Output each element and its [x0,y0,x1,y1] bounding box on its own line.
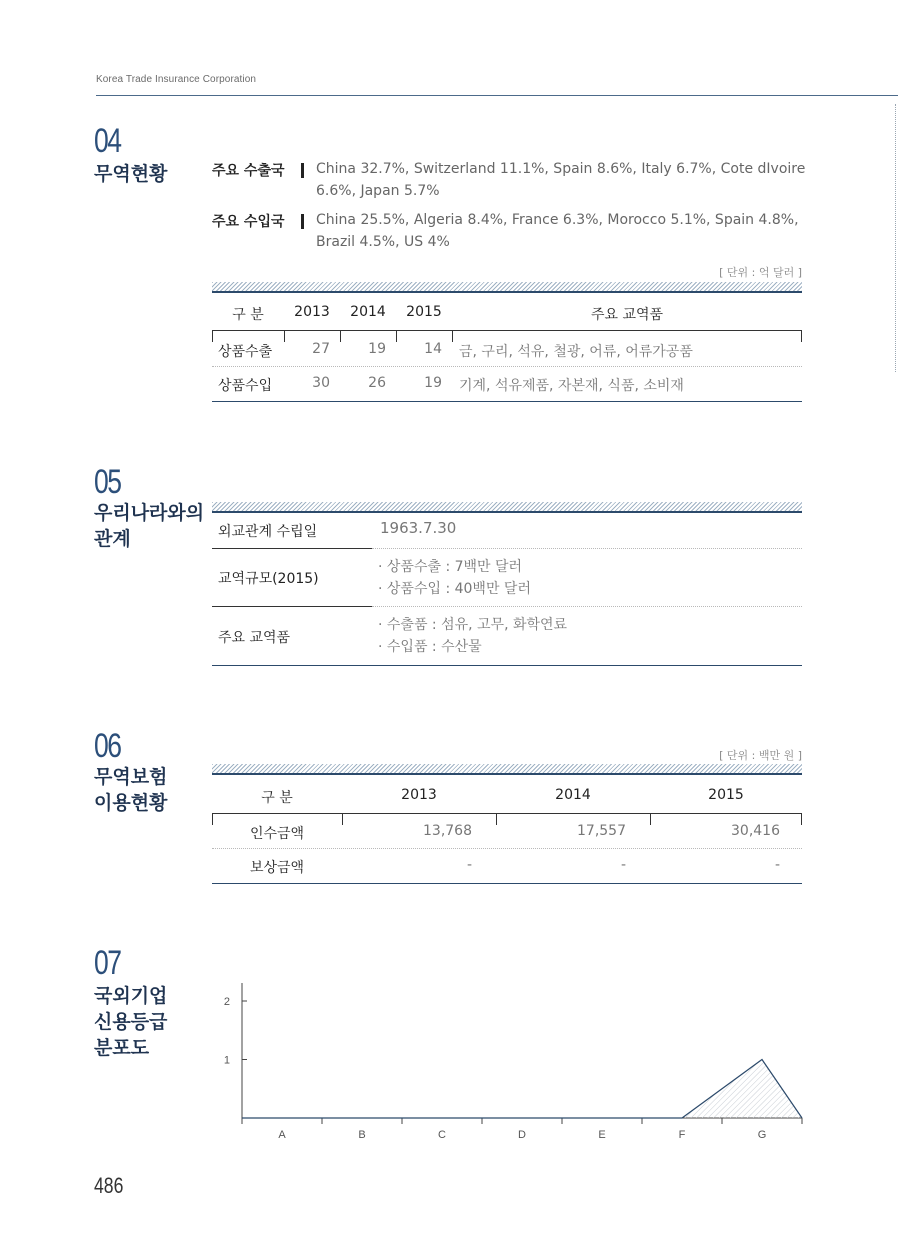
sec04-row1-2015: 14 [424,341,442,357]
sec05-label-divider [212,548,372,549]
sec06-row2-2014: - [620,857,626,873]
sec06-row2-label: 보상금액 [249,860,305,876]
sec04-row-divider [212,366,802,367]
section-06-title-1: 무역보험 [94,766,168,788]
sec04-tick [452,330,453,342]
sec06-col-2013: 2013 [401,787,437,803]
sec06-header-divider [212,813,802,814]
section-07-number: 07 [94,944,121,982]
import-line-2: Brazil 4.5%, US 4% [316,234,450,250]
y-tick-label: 2 [223,996,230,1008]
section-05-number: 05 [94,463,121,501]
area-fill [242,1060,802,1119]
sec04-row2-items: 기계, 석유제품, 자본재, 식품, 소비재 [459,378,684,394]
sec06-row1-2013: 13,768 [423,823,472,839]
sec05-row1-value: 1963.7.30 [380,519,457,537]
sec04-row2-label: 상품수입 [218,378,273,394]
sec04-row1-2013: 27 [312,341,330,357]
sec05-row2-value [378,556,531,600]
sec06-row1-label: 인수금액 [249,826,305,842]
header-company: Korea Trade Insurance Corporation [96,74,257,85]
sec06-row-divider [212,848,802,849]
sec04-tick [212,330,213,342]
import-countries-label: 주요 수입국 [212,214,285,230]
sec04-row2-2014: 26 [368,375,386,391]
credit-rating-chart [200,975,820,1155]
export-countries-value [316,158,806,202]
x-tick-label: D [518,1129,526,1141]
sec04-table-bottom [212,401,802,402]
side-dotted-line [895,104,896,372]
section-04-title: 무역현황 [94,163,168,185]
sec05-row-divider [372,548,802,549]
sec04-col-2013: 2013 [294,304,330,320]
sec06-col-2015: 2015 [708,787,744,803]
sec05-row3-line1: · 수출품 : 섬유, 고무, 화학연료 [378,617,568,633]
section-07-title-3: 분포도 [94,1037,150,1059]
sec05-row2-line1: · 상품수출 : 7백만 달러 [378,559,523,575]
sec05-table-bottom [212,665,802,666]
sec04-unit: [ 단위 : 억 달러 ] [719,266,802,279]
sec06-unit: [ 단위 : 백만 원 ] [719,749,802,762]
header-divider [96,95,898,96]
page-number: 486 [94,1173,124,1198]
sec06-row1-2014: 17,557 [577,823,626,839]
sec04-row2-2015: 19 [424,375,442,391]
sec06-row2-2013: - [466,857,472,873]
x-tick-label: B [358,1129,366,1141]
section-04-number: 04 [94,122,121,160]
x-tick-label: F [678,1129,686,1141]
sec06-col-category: 구 분 [261,790,293,806]
sec04-col-category: 구 분 [232,307,264,323]
x-tick-label: C [438,1129,446,1141]
sec04-row1-label: 상품수출 [218,344,273,360]
section-05-title-1: 우리나라와의 [94,502,205,524]
sec05-row-divider [372,606,802,607]
sec04-row2-2013: 30 [312,375,330,391]
sec06-table-bottom [212,883,802,884]
sec04-table-top-border [212,282,802,293]
x-tick-label: A [278,1129,286,1141]
import-label-bar [301,214,304,229]
section-05-title-2: 관계 [94,528,131,550]
sec04-col-items: 주요 교역품 [590,307,664,323]
sec04-col-2015: 2015 [406,304,442,320]
sec04-tick [801,330,802,342]
sec05-row2-label: 교역규모(2015) [218,571,319,587]
sec05-row3-value [378,614,567,658]
section-07-title-2: 신용등급 [94,1011,168,1033]
section-07-title-1: 국외기업 [94,985,168,1007]
import-countries-value [316,209,806,253]
sec04-header-divider [212,330,802,331]
sec05-row2-line2: · 상품수입 : 40백만 달러 [378,581,531,597]
export-countries-label: 주요 수출국 [212,163,285,179]
sec06-row2-2015: - [774,857,780,873]
sec04-row1-items: 금, 구리, 석유, 철광, 어류, 어류가공품 [459,344,693,360]
export-line-2: 6.6%, Japan 5.7% [316,183,440,199]
import-line-1: China 25.5%, Algeria 8.4%, France 6.3%, Morocco 5.1%, Spain 4.8%, [316,212,799,228]
export-line-1: China 32.7%, Switzerland 11.1%, Spain 8.6%, Italy 6.7%, Cote dIvoire [316,161,806,177]
sec05-label-divider [212,606,372,607]
sec04-col-2014: 2014 [350,304,386,320]
sec05-row3-label: 주요 교역품 [218,630,291,646]
x-tick-label: G [757,1129,767,1141]
sec05-row3-line2: · 수입품 : 수산물 [378,639,482,655]
sec05-row1-label: 외교관계 수립일 [218,524,318,540]
sec04-row1-2014: 19 [368,341,386,357]
export-label-bar [301,163,304,178]
sec06-row1-2015: 30,416 [731,823,780,839]
sec06-tick [801,813,802,825]
x-tick-label: E [598,1129,606,1141]
section-06-title-2: 이용현황 [94,792,168,814]
sec06-table-top-border [212,764,802,775]
y-tick-label: 1 [223,1054,230,1067]
sec05-table-top-border [212,502,802,513]
sec06-col-2014: 2014 [555,787,591,803]
section-06-number: 06 [94,727,121,765]
